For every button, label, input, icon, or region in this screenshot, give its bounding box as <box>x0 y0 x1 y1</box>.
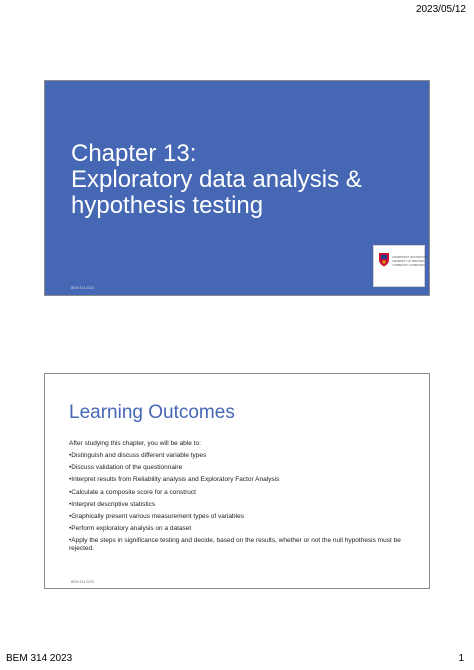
title-slide <box>44 80 430 296</box>
crest-icon <box>378 252 390 267</box>
slide-title: Learning Outcomes <box>69 402 235 423</box>
university-logo <box>373 245 429 287</box>
outcome-item: •Discuss validation of the questionnaire <box>69 464 183 472</box>
page-footer-left: BEM 314 2023 <box>6 653 73 664</box>
slide-footer: BEM 314 2023 <box>71 286 95 290</box>
logo-line-3: YUNIBESITHI YA PRETORIA <box>392 264 425 267</box>
logo-line-1: UNIVERSITEIT VAN PRETORIA <box>392 256 429 259</box>
logo-text <box>392 256 429 268</box>
page-number: 1 <box>458 653 464 664</box>
outcome-item: •Distinguish and discuss different variable types <box>69 452 207 459</box>
outcome-item: •Interpret descriptive statistics <box>69 500 156 508</box>
outcome-item: •Apply the steps in significance testing and decide, based on the results, whether or not the null hypothesis must be rejected. <box>69 537 401 553</box>
slide-footer: BEM 314 2023 <box>71 580 95 584</box>
logo-line-2: UNIVERSITY OF PRETORIA <box>392 260 425 263</box>
slide-title <box>71 141 391 219</box>
intro-text: After studying this chapter, you will be able to: <box>69 440 201 447</box>
outcome-item: •Graphically present various measurement types of variables <box>69 513 244 521</box>
slide-body <box>69 438 409 553</box>
outcome-item: •Interpret results from Reliability analysis and Exploratory Factor Analysis <box>69 476 280 484</box>
page-date: 2023/05/12 <box>415 4 466 15</box>
slide-title-line-2: Exploratory data analysis & <box>71 166 362 193</box>
outcome-item: •Perform exploratory analysis on a dataset <box>69 525 192 533</box>
learning-outcomes-slide <box>44 373 430 589</box>
slide-title-line-1: Chapter 13: <box>71 140 197 167</box>
slide-title-line-3: hypothesis testing <box>71 192 264 219</box>
outcome-item: •Calculate a composite score for a construct <box>69 488 196 496</box>
